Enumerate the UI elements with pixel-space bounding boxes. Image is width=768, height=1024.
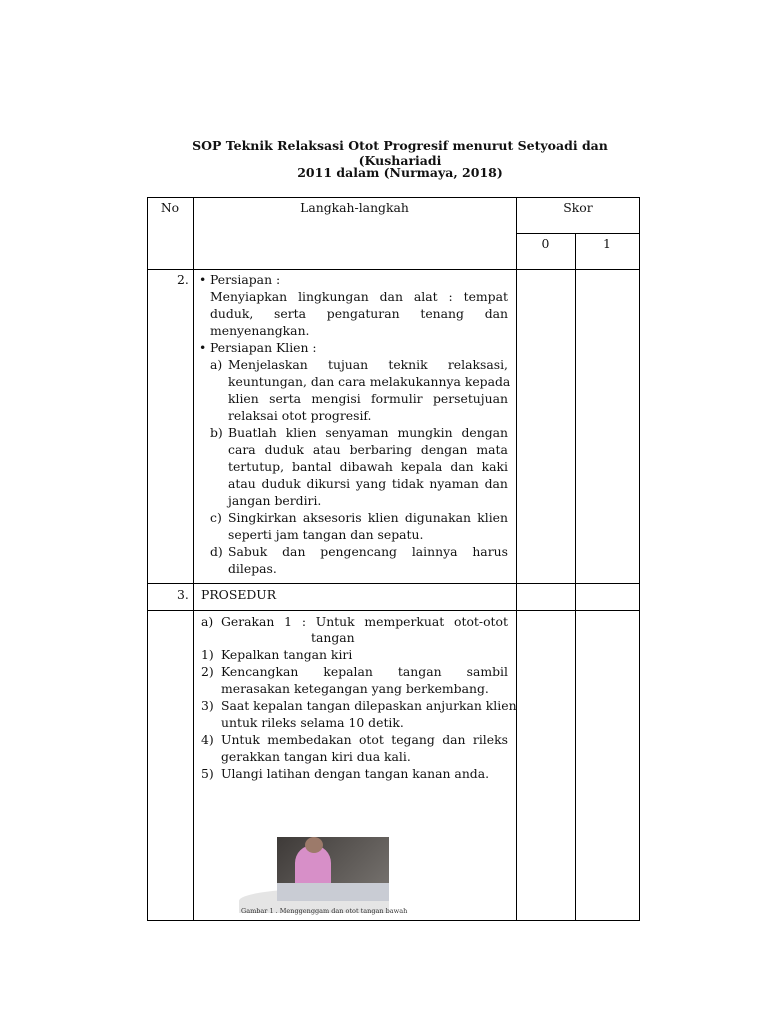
persiapan-label: Persiapan : (210, 272, 281, 287)
gerakan-a-line-1: Gerakan 1 : Untuk memperkuat otot-otot (221, 614, 508, 629)
bullet-icon: • (199, 272, 207, 287)
item-a-line-1: Menjelaskan tujuan teknik relaksasi, (228, 357, 508, 372)
item-c-line-2: seperti jam tangan dan sepatu. (228, 527, 424, 542)
person-head (305, 837, 323, 853)
item-b-line-4: atau duduk dikursi yang tidak nyaman dan (228, 476, 508, 491)
col-divider-no (193, 197, 194, 921)
step-4-marker: 4) (201, 732, 214, 747)
row-3-number: 3. (177, 587, 189, 602)
col-divider-steps (516, 197, 517, 921)
item-b-marker: b) (210, 425, 223, 440)
step-3-line-2: untuk rileks selama 10 detik. (221, 715, 404, 730)
sop-table (147, 197, 640, 920)
score-subheader-line (516, 233, 640, 234)
header-no: No (160, 200, 180, 215)
item-b-line-2: cara duduk atau berbaring dengan mata (228, 442, 508, 457)
figure-caption: Gambar 1 . Menggenggam dan otot tangan bawah (241, 907, 408, 915)
step-2-line-2: merasakan ketegangan yang berkembang. (221, 681, 489, 696)
item-b-line-3: tertutup, bantal dibawah kepala dan kaki (228, 459, 508, 474)
table-border-left (147, 197, 148, 921)
item-c-line-1: Singkirkan aksesoris klien digunakan klien (228, 510, 508, 525)
step-3-marker: 3) (201, 698, 214, 713)
step-2-marker: 2) (201, 664, 214, 679)
persiapan-klien-label: Persiapan Klien : (210, 340, 317, 355)
step-2-line-1: Kencangkan kepalan tangan sambil (221, 664, 508, 679)
item-a-line-2: keuntungan, dan cara melakukannya kepada (228, 374, 511, 389)
header-score: Skor (563, 200, 593, 215)
document-title-line-1: SOP Teknik Relaksasi Otot Progresif menurut Setyoadi dan (Kushariadi (192, 138, 608, 168)
item-a-marker: a) (210, 357, 223, 372)
header-steps: Langkah-langkah (300, 200, 409, 215)
row-3-bottom-line (147, 610, 640, 611)
step-1-text: Kepalkan tangan kiri (221, 647, 353, 662)
step-1-marker: 1) (201, 647, 214, 662)
document-title-line-2: 2011 dalam (Nurmaya, 2018) (297, 165, 503, 180)
header-bottom-line (147, 269, 640, 270)
item-a-line-4: relaksai otot progresif. (228, 408, 372, 423)
header-score-0: 0 (541, 236, 550, 251)
persiapan-text-line-1: Menyiapkan lingkungan dan alat : tempat (210, 289, 508, 304)
step-4-line-2: gerakkan tangan kiri dua kali. (221, 749, 411, 764)
table-border-right (639, 197, 640, 921)
row-2-number: 2. (177, 272, 189, 287)
col-divider-score (575, 233, 576, 921)
gerakan-a-marker: a) (201, 614, 214, 629)
item-d-line-2: dilepas. (228, 561, 277, 576)
step-3-line-1: Saat kepalan tangan dilepaskan anjurkan klien (221, 698, 517, 713)
prosedur-label: PROSEDUR (201, 587, 277, 602)
step-5-marker: 5) (201, 766, 214, 781)
persiapan-text-line-3: menyenangkan. (210, 323, 310, 338)
item-d-marker: d) (210, 544, 223, 559)
item-b-line-1: Buatlah klien senyaman mungkin dengan (228, 425, 508, 440)
persiapan-text-line-2: duduk, serta pengaturan tenang dan (210, 306, 508, 321)
bed-surface (277, 883, 389, 901)
item-d-line-1: Sabuk dan pengencang lainnya harus (228, 544, 508, 559)
step-5-text: Ulangi latihan dengan tangan kanan anda. (221, 766, 490, 781)
gerakan-a-line-2: tangan (311, 630, 355, 645)
step-4-line-1: Untuk membedakan otot tegang dan rileks (221, 732, 508, 747)
table-border-top (147, 197, 640, 198)
row-2-bottom-line (147, 583, 640, 584)
bullet-icon: • (199, 340, 207, 355)
header-score-1: 1 (603, 236, 611, 251)
table-border-bottom (147, 920, 640, 921)
item-c-marker: c) (210, 510, 222, 525)
item-a-line-3: klien serta mengisi formulir persetujuan (228, 391, 508, 406)
item-b-line-5: jangan berdiri. (228, 493, 322, 508)
figure-photo (277, 837, 389, 901)
